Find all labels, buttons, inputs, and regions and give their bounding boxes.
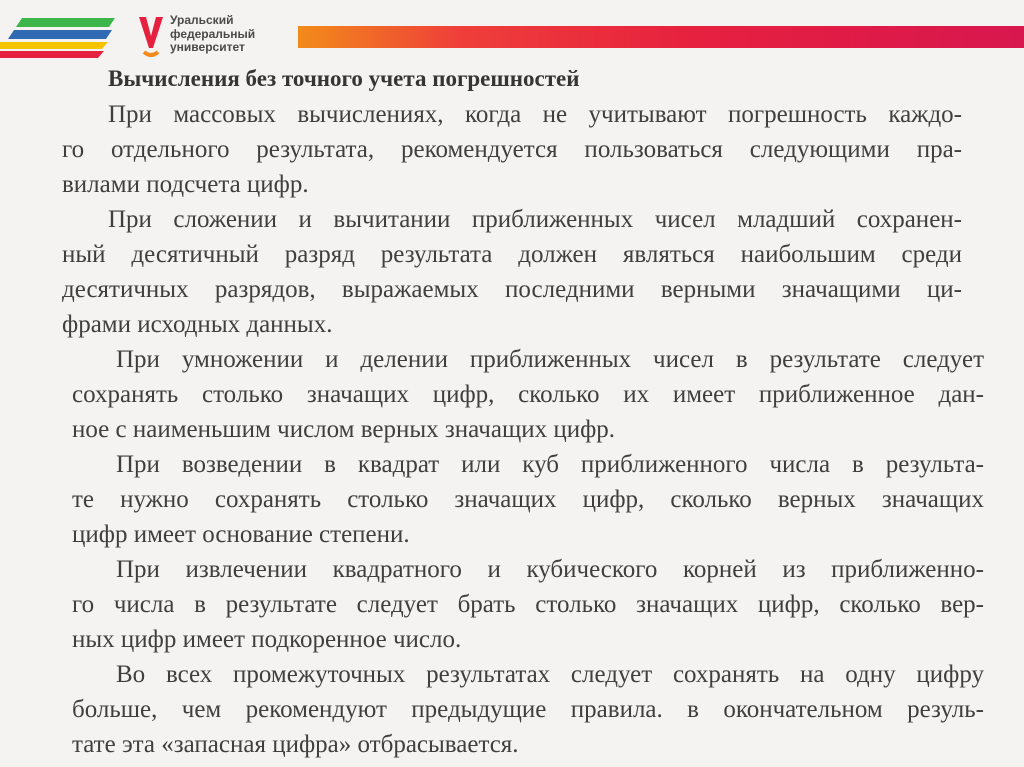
university-name bbox=[170, 14, 255, 55]
text-block-1 bbox=[62, 97, 962, 342]
header bbox=[0, 0, 1024, 62]
header-color-bar bbox=[298, 26, 1024, 48]
text-line: При умножении и делении приближенных чисел в результате следует bbox=[116, 346, 984, 373]
text-line: го числа в результате следует брать столько значащих цифр, сколько вер- bbox=[72, 591, 984, 618]
text-line: тате эта «запасная цифра» отбрасывается. bbox=[72, 731, 519, 758]
text-line: При массовых вычислениях, когда не учитывают погрешность каждо- bbox=[108, 101, 962, 128]
text-line: Во всех промежуточных результатах следует сохранять на одну цифру bbox=[116, 661, 984, 688]
text-line: ное с наименьшим числом верных значащих цифр. bbox=[72, 416, 616, 443]
text-line: сохранять столько значащих цифр, сколько их имеет приближенное дан- bbox=[72, 381, 984, 408]
text-line: При возведении в квадрат или куб приближенного числа в результа- bbox=[116, 451, 984, 478]
text-line: При сложении и вычитании приближенных чисел младший сохранен- bbox=[108, 206, 962, 233]
text-line: фрами исходных данных. bbox=[62, 311, 333, 338]
page-title: Вычисления без точного учета погрешностей bbox=[108, 66, 580, 91]
text-line: десятичных разрядов, выражаемых последними верными значащими ци- bbox=[62, 276, 962, 303]
text-line: те нужно сохранять столько значащих цифр, сколько верных значащих bbox=[72, 486, 984, 513]
text-line: вилами подсчета цифр. bbox=[62, 171, 309, 198]
logo-line: Уральский bbox=[170, 13, 234, 27]
logo-stripes bbox=[0, 18, 115, 60]
text-line: ных цифр имеет подкоренное число. bbox=[72, 626, 462, 653]
logo-line: федеральный bbox=[170, 26, 256, 41]
logo-line: университет bbox=[170, 40, 245, 54]
text-line: цифр имеет основание степени. bbox=[72, 521, 410, 548]
text-block-2 bbox=[72, 342, 984, 762]
text-line: ный десятичный разряд результата должен являться наибольшим среди bbox=[62, 241, 962, 268]
text-line: больше, чем рекомендуют предыдущие правила. в окончательном резуль- bbox=[72, 696, 984, 723]
university-logo-icon bbox=[136, 14, 166, 58]
text-line: го отдельного результата, рекомендуется пользоваться следующими пра- bbox=[62, 136, 962, 163]
text-line: При извлечении квадратного и кубического корней из приближенно- bbox=[116, 556, 984, 583]
